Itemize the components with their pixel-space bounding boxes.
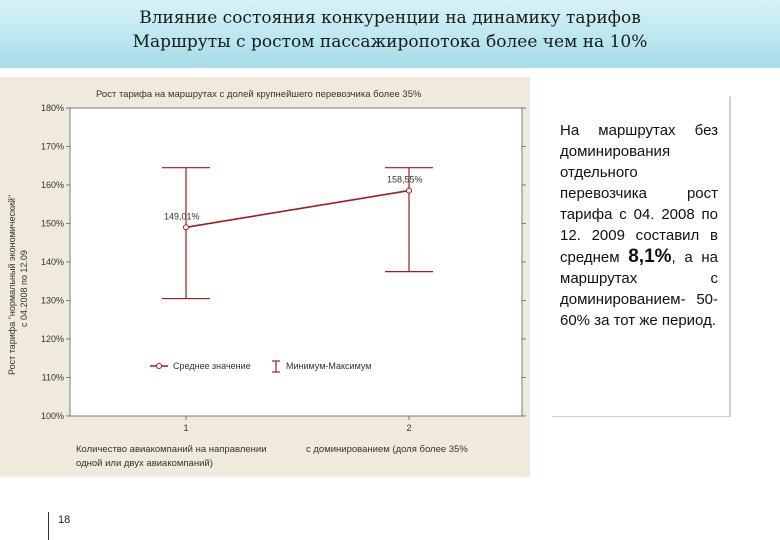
x-axis-label-left-line2: одной или двух авиакомпаний)	[76, 458, 213, 469]
summary-text-box	[551, 96, 730, 416]
page-number: 18	[58, 514, 71, 526]
summary-text	[560, 120, 718, 331]
chart-title: Рост тарифа на маршрутах с долей крупнейшего перевозчика более 35%	[96, 89, 422, 100]
y-axis-label-line1: Рост тарифа "нормальный экономический"	[7, 194, 17, 375]
y-tick-label: 110%	[41, 372, 64, 383]
legend-range-label: Минимум-Максимум	[286, 361, 372, 371]
chart-panel	[0, 77, 530, 477]
slide-header	[0, 0, 780, 68]
y-tick-label: 150%	[40, 218, 64, 229]
mean-label-2: 158,55%	[387, 174, 423, 185]
error-bar-chart	[0, 77, 530, 477]
summary-highlight-value: 8,1%	[628, 246, 672, 267]
x-tick-label: 2	[406, 423, 412, 433]
legend-mean-label: Среднее значение	[173, 361, 251, 371]
mean-point-2	[407, 188, 412, 193]
mean-point-1	[184, 225, 189, 230]
legend-mean-marker	[157, 364, 162, 369]
y-tick-label: 170%	[40, 141, 64, 152]
y-tick-label: 140%	[40, 257, 64, 267]
summary-text-part2: , а на маршрутах с доминированием- 50-60% за тот же период.	[560, 249, 718, 329]
summary-text-part1: На маршрутах без доминирования отдельного перевозчика рост тарифа с 04. 2008 по 12. 2009 составил в среднем	[560, 122, 718, 266]
x-axis-label-right: с доминированием (доля более 35%	[306, 444, 468, 455]
mean-label-1: 149,01%	[164, 211, 200, 222]
x-tick-label: 1	[183, 423, 189, 433]
y-tick-label: 130%	[40, 295, 64, 306]
y-tick-label: 160%	[40, 180, 64, 190]
y-axis-label-line2: с 04.2008 по 12.09	[19, 250, 29, 327]
slide-title: Влияние состояния конкуренции на динамику тарифов	[139, 8, 641, 28]
y-tick-label: 120%	[40, 334, 64, 344]
x-axis-label-left-line1: Количество авиакомпаний на направлении	[76, 444, 267, 455]
page-number-divider	[48, 512, 49, 540]
y-tick-label: 180%	[40, 103, 64, 113]
slide-subtitle: Маршруты с ростом пассажиропотока более чем на 10%	[132, 32, 648, 52]
y-tick-label: 100%	[40, 411, 64, 421]
x-axis	[183, 416, 411, 433]
